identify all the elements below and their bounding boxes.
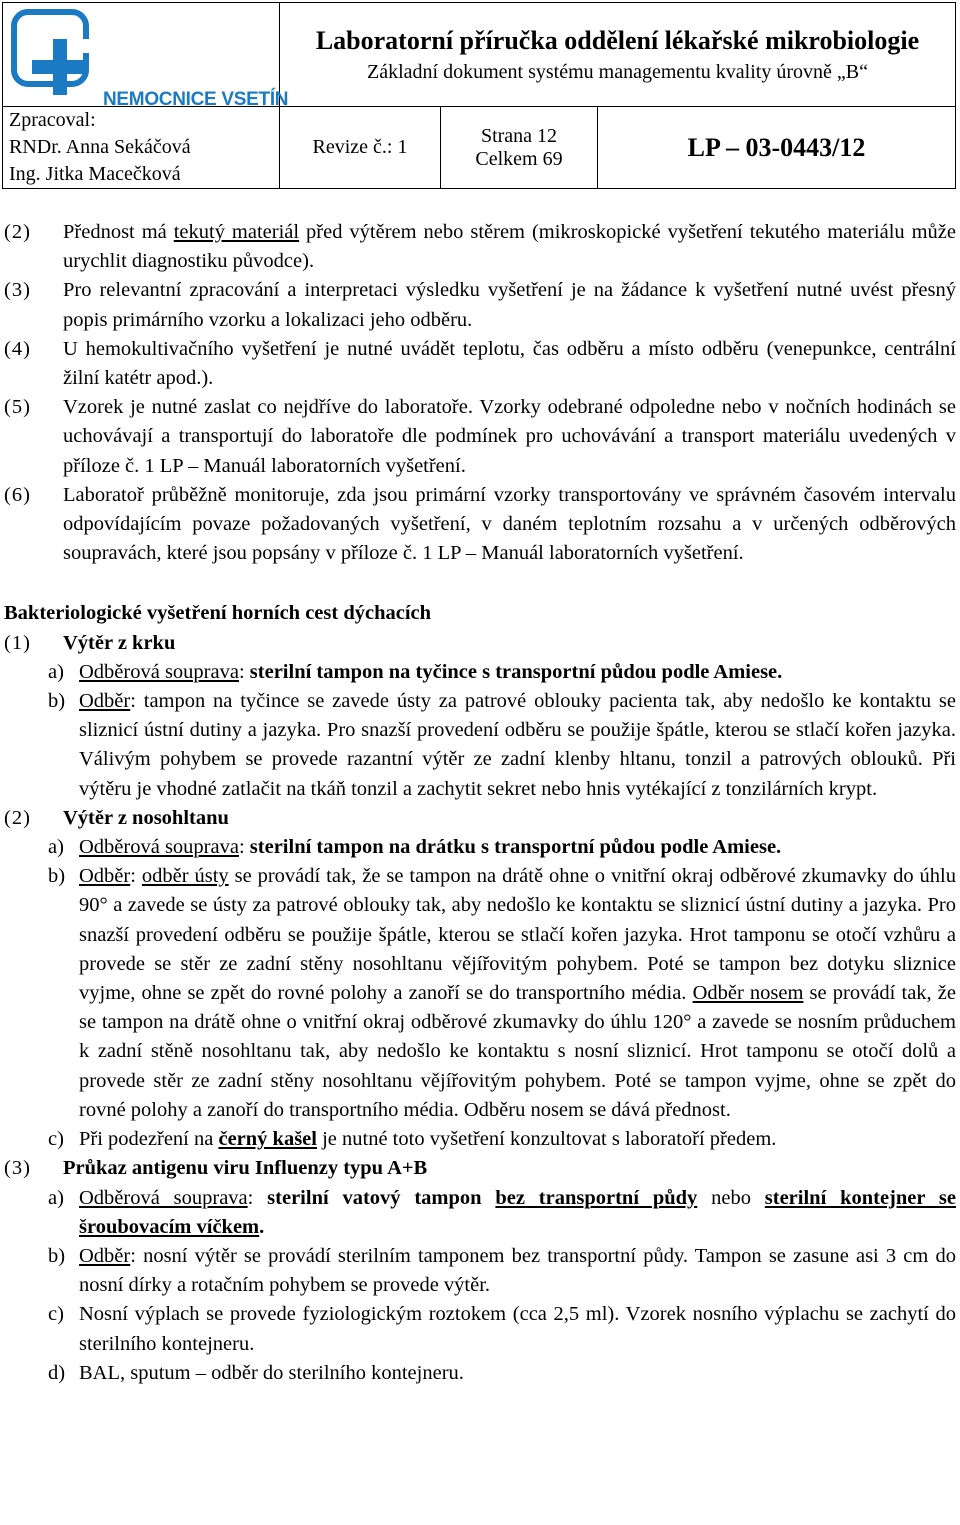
- doc-id: LP – 03-0443/12: [687, 132, 866, 162]
- document-title: Laboratorní příručka oddělení lékařské mikrobiologie: [315, 26, 920, 55]
- list-item: a) Odběrová souprava: sterilní tampon na tyčince s transportní půdou podle Amiese.: [48, 660, 783, 683]
- title-cell: [280, 3, 956, 107]
- list-item: c) Při podezření na černý kašel je nutné toto vyšetření konzultovat s laboratoří předem.: [48, 1128, 777, 1151]
- list-item: c) Nosní výplach se provede fyziologickým roztokem (cca 2,5 ml). Vzorek nosního výplachu se zachytí do sterilního kontejneru.: [48, 1303, 956, 1355]
- intro-item: (2) Přednost má tekutý materiál před výtěrem nebo stěrem (mikroskopické vyšetření tekutého materiálu může urychlit diagnostiku původce).: [4, 221, 956, 273]
- logo-cell: [3, 3, 289, 110]
- author-1: RNDr. Anna Sekáčová: [9, 136, 191, 158]
- author-cell: [3, 107, 280, 189]
- intro-item: (6) Laboratoř průběžně monitoruje, zda jsou primární vzorky transportovány ve správném časovém intervalu odpovídajícím povaze požadovaných vyšetření, v daném teplotním rozsahu a v určených odběrových soupravách, které jsou popsány v příloze č. 1 LP – Manuál laboratorních vyšetření.: [4, 483, 956, 565]
- intro-item: (3) Pro relevantní zpracování a interpretaci výsledku vyšetření je na žádance k vyšetření nutné uvést přesný popis primárního vzorku a lokalizaci jeho odběru.: [4, 279, 956, 331]
- list-item: b) Odběr: tampon na tyčince se zavede ústy za patrové oblouky pacienta tak, aby nedošlo ke kontaktu se sliznicí ústní dutiny a jazyka. Pro snazší provedení odběru se použije špátle, kterou se stlačí kořen jazyka. Válivým pohybem se provede razantní výtěr ze zadní klenby hltanu, tonzil a patrových oblouků. Při výtěru je vhodné zatlačit na tkáň tonzil a zachytit sekret nebo hnis vytékající z tonzilárních krypt.: [48, 690, 956, 800]
- document-body: [4, 218, 956, 1388]
- doc-id-cell: [598, 107, 956, 189]
- author-2: Ing. Jitka Macečková: [9, 163, 181, 185]
- revision: Revize č.: 1: [312, 136, 408, 158]
- subsection-heading: (3) Průkaz antigenu viru Influenzy typu A+B: [4, 1157, 428, 1180]
- document-subtitle: Základní dokument systému managementu kvality úrovně „B“: [367, 61, 868, 83]
- list-item: a) Odběrová souprava: sterilní vatový tampon bez transportní půdy nebo sterilní kontejner se šroubovacím víčkem.: [48, 1186, 957, 1238]
- hospital-logo: [11, 9, 289, 110]
- list-item: a) Odběrová souprava: sterilní tampon na drátku s transportní půdou podle Amiese.: [48, 836, 782, 859]
- subsection-heading: (2) Výtěr z nosohltanu: [4, 806, 229, 829]
- list-item: b) Odběr: odběr ústy se provádí tak, že se tampon na drátě ohne o vnitřní okraj odběrové zkumavky do úhlu 90° a zavede se ústy za patrové oblouky tak, aby nedošlo ke kontaktu se sliznicí ústní dutiny a jazyka. Pro snazší provedení odběru se použije špátle, kterou se stlačí kořen jazyka. Hrot tamponu se otočí vzhůru a provede se stěr ze zadní stěny nosohltanu vějířovitým pohybem. Poté se tampon bez dotyku sliznice vyjme, ohne se zpět do rovné polohy a zanoří se do transportního média. Odběr nosem se provádí tak, že se tampon na drátě ohne o vnitřní okraj odběrové zkumavky do úhlu 120° a zavede se nosním průduchem k zadní stěně nosohltanu tak, aby nedošlo ke kontaktu s nosní sliznicí. Hrot tamponu se otočí dolů a provede stěr ze zadní stěny nosohltanu vějířovitým pohybem. Poté se tampon vyjme, ohne se zpět do rovné polohy a zanoří do transportního média. Odběru nosem se dává přednost.: [48, 865, 956, 1121]
- page-number: Strana 12: [480, 124, 558, 147]
- intro-item: (4) U hemokultivačního vyšetření je nutné uvádět teplotu, čas odběru a místo odběru (venepunkce, centrální žilní katétr apod.).: [4, 337, 956, 390]
- page-total: Celkem 69: [475, 147, 563, 170]
- prepared-label: Zpracoval:: [9, 109, 96, 131]
- subsection-heading: (1) Výtěr z krku: [4, 631, 176, 654]
- revision-cell: [280, 107, 441, 189]
- list-item: b) Odběr: nosní výtěr se provádí sterilním tamponem bez transportní půdy. Tampon se zasune asi 3 cm do nosní dírky a rotačním pohybem se provede výtěr.: [48, 1244, 956, 1297]
- intro-item: (5) Vzorek je nutné zaslat co nejdříve do laboratoře. Vzorky odebrané odpoledne nebo v nočních hodinách se uchovávají a transportují do laboratoře dle podmínek pro uchovávání a transport materiálu uvedených v příloze č. 1 LP – Manuál laboratorních vyšetření.: [4, 396, 956, 477]
- document-header: [2, 2, 956, 189]
- section-title: Bakteriologické vyšetření horních cest dýchacích: [4, 602, 432, 625]
- page-cell: [441, 107, 598, 189]
- list-item: d) BAL, sputum – odběr do sterilního kontejneru.: [48, 1361, 464, 1384]
- logo-text: NEMOCNICE VSETÍN: [103, 89, 289, 110]
